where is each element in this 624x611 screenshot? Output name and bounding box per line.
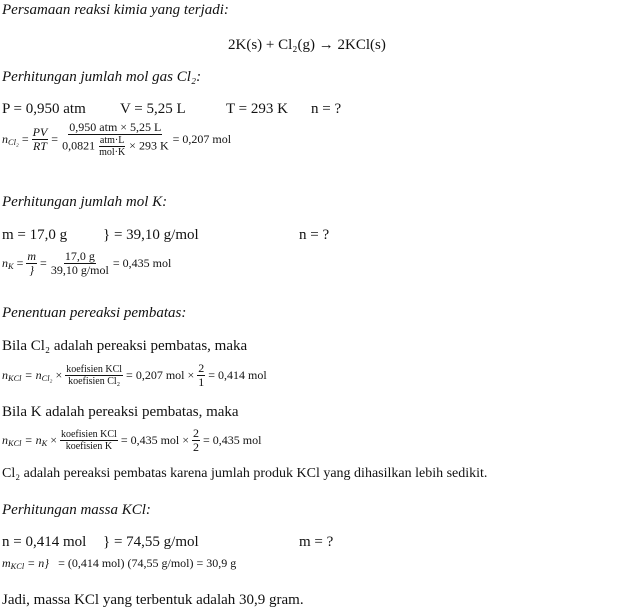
unknown-m: m = ? — [299, 534, 334, 550]
symbol-n: $n_{Cl_2}$ — [2, 132, 19, 148]
unknown-n: n = ? — [311, 101, 342, 117]
symbol-n: $n_K$ — [2, 256, 14, 272]
unit-denominator: mol·K — [99, 147, 126, 159]
formula-mass-kcl — [2, 556, 236, 571]
heading-reaction-equation: Persamaan reaksi kimia yang terjadi: — [2, 2, 229, 18]
case-cl2-limiting: Bila Cl₂ adalah pereaksi pembatas, maka — [2, 338, 248, 354]
equals-sign: = — [51, 132, 59, 147]
mass-calculation: = (0,414 mol) (74,55 g/mol) = 30,9 g — [58, 556, 237, 571]
symbol-n-k: = $n_K$ — [24, 433, 48, 449]
times-sign: × — [50, 433, 57, 448]
formula-n-mr: = n} — [27, 556, 50, 571]
fraction-denominator: 2 — [193, 440, 200, 455]
fraction-denominator: } — [29, 263, 35, 278]
given-molar-mass-kcl: } = 74,55 g/mol — [103, 534, 199, 550]
case-k-limiting: Bila K adalah pereaksi pembatas, maka — [2, 404, 239, 420]
fraction-m-mr — [26, 250, 37, 277]
heading-limiting-reagent: Penentuan pereaksi pembatas: — [2, 305, 187, 321]
value-mol: = 0,435 mol × — [120, 433, 190, 448]
fraction-ratio — [192, 427, 200, 454]
given-molar-mass-k: } = 39,10 g/mol — [103, 227, 199, 243]
temperature-factor: × 293 K — [129, 138, 169, 153]
heading-mass-kcl: Perhitungan massa KCl: — [2, 502, 151, 518]
equals-sign: = — [16, 256, 24, 271]
given-mass-k: m = 17,0 g — [2, 227, 68, 243]
symbol-n: $n_{KCl}$ — [2, 368, 22, 384]
heading-mol-cl2: Perhitungan jumlah mol gas Cl₂: — [2, 69, 202, 85]
fraction-numerator: m — [27, 249, 37, 263]
fraction-numerator: koefisien KCl — [60, 429, 117, 441]
times-sign: × — [55, 368, 63, 383]
given-pressure: P = 0,950 atm — [2, 101, 86, 117]
fraction-denominator — [61, 135, 170, 158]
equals-sign: = — [21, 132, 29, 147]
fraction-ratio — [197, 362, 205, 389]
symbol-m-kcl: $m_{KCl}$ — [2, 556, 25, 572]
fraction-coefficients — [60, 429, 118, 452]
formula-case-cl2 — [2, 362, 267, 389]
result-mol-cl2: = 0,207 mol — [172, 132, 232, 147]
fraction-numerator: koefisien KCl — [66, 364, 123, 376]
fraction-denominator: 1 — [198, 375, 205, 390]
unknown-n: n = ? — [299, 227, 330, 243]
result-mol-kcl: = 0,414 mol — [208, 368, 267, 383]
symbol-n-cl2: = $n_{Cl_2}$ — [24, 368, 53, 384]
fraction-numerator: 2 — [198, 361, 205, 375]
fraction-denominator: RT — [32, 139, 47, 154]
fraction-numerator: PV — [32, 124, 48, 139]
equals-sign: = — [40, 256, 47, 271]
limiting-reagent-conclusion: Cl₂ adalah pereaksi pembatas karena jumlah produk KCl yang dihasilkan lebih sedikit. — [2, 466, 488, 481]
result-mol-kcl: = 0,435 mol — [203, 433, 262, 448]
given-mol-kcl: n = 0,414 mol — [2, 534, 87, 550]
fraction-coefficients — [65, 364, 123, 387]
value-mol: = 0,207 mol × — [126, 368, 195, 383]
given-volume: V = 5,25 L — [120, 101, 186, 117]
fraction-denominator: koefisien Cl₂ — [68, 376, 121, 388]
fraction-denominator: 39,10 g/mol — [50, 263, 109, 278]
fraction-substituted — [61, 121, 170, 158]
gas-constant-unit — [98, 135, 126, 158]
fraction-numerator: 17,0 g — [64, 249, 95, 263]
formula-case-k — [2, 427, 261, 454]
fraction-denominator: koefisien K — [65, 441, 113, 453]
fraction-pv-rt — [32, 126, 49, 153]
fraction-numerator: 2 — [193, 426, 200, 440]
formula-mol-k — [2, 250, 171, 277]
gas-constant-value: 0,0821 — [62, 138, 96, 153]
fraction-substituted — [50, 250, 110, 277]
formula-mol-cl2 — [2, 121, 231, 158]
result-mol-k: = 0,435 mol — [112, 256, 172, 271]
reaction-equation: 2K(s) + Cl₂(g) → 2KCl(s) — [228, 37, 386, 53]
symbol-n: $n_{KCl}$ — [2, 433, 22, 449]
final-answer: Jadi, massa KCl yang terbentuk adalah 30,9 gram. — [2, 592, 304, 608]
heading-mol-k: Perhitungan jumlah mol K: — [2, 194, 168, 210]
given-temperature: T = 293 K — [226, 101, 288, 117]
unit-numerator: atm·L — [99, 135, 125, 147]
fraction-numerator: 0,950 atm × 5,25 L — [69, 120, 162, 134]
